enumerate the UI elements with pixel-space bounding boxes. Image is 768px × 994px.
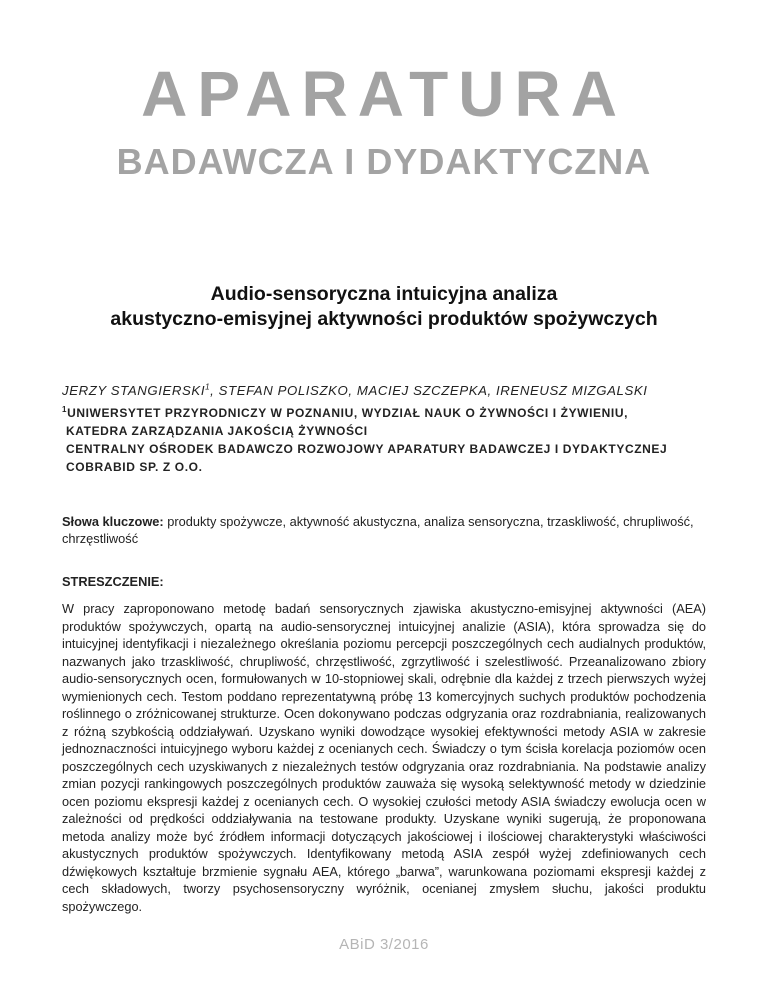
affiliations bbox=[62, 404, 742, 476]
keywords-text: produkty spożywcze, aktywność akustyczna, analiza sensoryczna, trzaskliwość, chrupliwość, chrzęstliwość bbox=[62, 514, 694, 546]
affiliation-marker: 1 bbox=[62, 405, 68, 414]
affiliation-line: COBRABID SP. Z O.O. bbox=[66, 460, 203, 474]
article-title-line1: Audio-sensoryczna intuicyjna analiza bbox=[210, 283, 558, 305]
abstract-heading: STRESZCZENIE: bbox=[62, 574, 164, 589]
journal-masthead-subtitle: BADAWCZA I DYDAKTYCZNA bbox=[116, 141, 652, 182]
keywords-section bbox=[62, 513, 702, 547]
affiliation-line: $^1$UNIWERSYTET PRZYRODNICZY W POZNANIU, WYDZIAŁ NAUK O ŻYWNOŚCI I ŻYWIENIU, bbox=[62, 405, 629, 420]
author-names-rest: , STEFAN POLISZKO, MACIEJ SZCZEPKA, IRENEUSZ MIZGALSKI bbox=[210, 383, 648, 398]
keywords-label: Słowa kluczowe: bbox=[62, 514, 164, 529]
abstract-body: W pracy zaproponowano metodę badań sensorycznych zjawiska akustyczno-emisyjnej aktywności (AEA) produktów spożywczych, opartą na audio-sensorycznej intuicyjnej analizie (ASIA), która sprowadza się do intuicyjnej identyfikacji i niezależnego określania poziomu percepcji poszczególnych cech audialnych produktów, nazwanych jako trzaskliwość, chrupliwość, chrzęstliwość, zgrzytliwość i szelestliwość. Przeanalizowano zbiory audio-sensorycznych ocen, formułowanych w 10-stopniowej skali, odrębnie dla każdej z trzech pierwszych wyżej wymienionych cech. Testom poddano reprezentatywną próbę 13 komercyjnych suchych produktów pochodzenia roślinnego o zróżnicowanej strukturze. Ocen dokonywano podczas odgryzania oraz rozdrabniania, realizowanych z różną szybkością oddziaływań. Uzyskano wyniki dowodzące wysokiej efektywności metody ASIA w zakresie jednoznaczności intuicyjnego wyboru każdej z ocenianych cech. Świadczy o tym ścisła korelacja poziomów ocen poszczególnych cech uzyskiwanych z niezależnych testów odgryzania oraz rozdrabniania. Na podstawie analizy zmian pozycji rankingowych poszczególnych produktów zauważa się wysoką selektywność metody w dziedzinie ocen poziomu ekspresji każdej z ocenianych cech. O wysokiej czułości metody ASIA świadczy ewolucja ocen w zależności od prędkości oddziaływania na testowane produkty. Uzyskane wyniki sugerują, że proponowana metoda analizy może być źródłem informacji dotyczących jakościowej i ilościowej charakterystyki właściwości akustycznych produktów spożywczych. Identyfikowany metodą ASIA zespół wyżej zdefiniowanych cech dźwiękowych kształtuje brzmienie sygnału AEA, którego „barwa”, warunkowana poziomami ekspresji każdej z cech składowych, tworzy psychosensoryczny wyróżnik, ocenianej zmysłem słuchu, jakości produktu spożywczego. bbox=[62, 601, 706, 914]
author-affiliation-marker: 1 bbox=[205, 382, 211, 392]
affiliation-line: KATEDRA ZARZĄDZANIA JAKOŚCIĄ ŻYWNOŚCI bbox=[66, 424, 368, 438]
article-title bbox=[40, 282, 728, 332]
affiliation-line: CENTRALNY OŚRODEK BADAWCZO ROZWOJOWY APARATURY BADAWCZEJ I DYDAKTYCZNEJ bbox=[66, 442, 668, 456]
article-title-line2: akustyczno-emisyjnej aktywności produktów spożywczych bbox=[110, 308, 658, 330]
author-list bbox=[62, 382, 742, 400]
journal-masthead-title: APARATURA bbox=[141, 58, 627, 130]
author-name-first: JERZY STANGIERSKI bbox=[62, 383, 206, 398]
page-footer-issue: ABiD 3/2016 bbox=[339, 936, 429, 953]
